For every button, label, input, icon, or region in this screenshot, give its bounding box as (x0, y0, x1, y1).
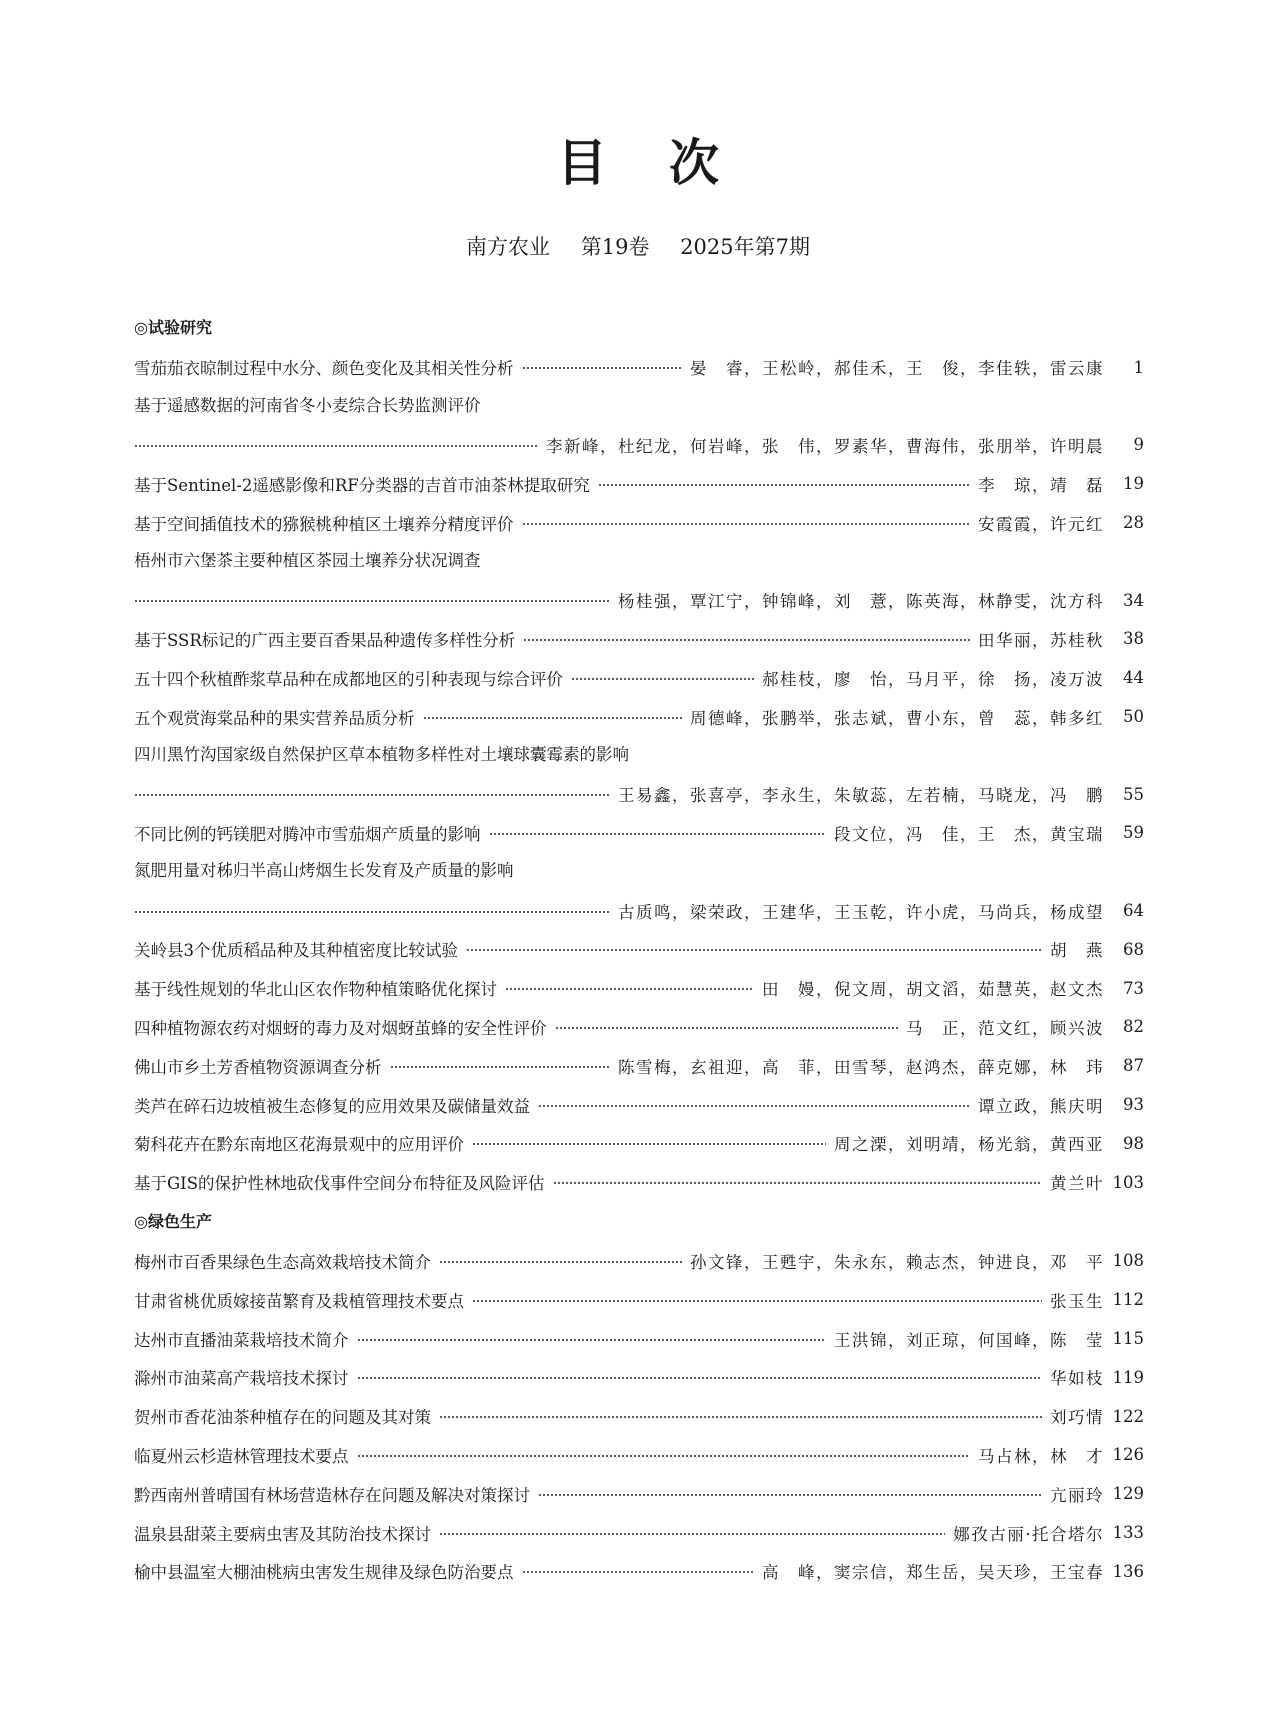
toc-entry[interactable] (134, 1358, 1144, 1397)
article-authors: 郝桂枝，廖 怡，马月平，徐 扬，凌万波 (762, 669, 1104, 689)
toc-entry[interactable] (134, 1280, 1144, 1319)
article-authors: 段文位，冯 佳，王 杰，黄宝瑞 (834, 824, 1104, 844)
article-authors: 田华丽，苏桂秋 (978, 630, 1104, 650)
article-authors: 李新峰，杜纪龙，何岩峰，张 伟，罗素华，曹海伟，张朋举，许明晨 (546, 436, 1104, 456)
toc-entry[interactable] (134, 930, 1144, 969)
page-number: 126 (1112, 1445, 1144, 1465)
toc-entry-continuation[interactable] (134, 426, 1144, 465)
journal-name: 南方农业 (466, 235, 551, 259)
dot-leader (134, 445, 538, 447)
dot-leader (538, 1494, 1042, 1496)
article-authors: 孙文锋，王甦宇，朱永东，赖志杰，钟进良，邓 平 (690, 1252, 1104, 1272)
article-authors: 王洪锦，刘正琼，何国峰，陈 莹 (834, 1330, 1104, 1350)
page-number: 112 (1112, 1290, 1144, 1310)
article-title: 不同比例的钙镁肥对腾冲市雪茄烟产质量的影响 (134, 824, 481, 844)
article-authors: 亢丽玲 (1050, 1485, 1104, 1505)
page-number: 59 (1123, 823, 1144, 843)
article-title: 榆中县温室大棚油桃病虫害发生规律及绿色防治要点 (134, 1563, 514, 1583)
page-number: 129 (1112, 1484, 1144, 1504)
article-title: 梅州市百香果绿色生态高效栽培技术简介 (134, 1252, 431, 1272)
page-number: 103 (1112, 1172, 1144, 1192)
article-authors: 张玉生 (1050, 1291, 1104, 1311)
article-authors: 马 正，范文红，顾兴波 (906, 1018, 1104, 1038)
article-title[interactable]: 四川黑竹沟国家级自然保护区草本植物多样性对土壤球囊霉素的影响 (134, 744, 629, 764)
article-authors: 黄兰叶 (1050, 1174, 1104, 1194)
page-number: 82 (1123, 1017, 1144, 1037)
table-of-contents (134, 308, 1144, 1591)
page-number: 68 (1123, 939, 1144, 959)
page-number: 115 (1112, 1329, 1144, 1349)
toc-entry[interactable] (134, 1474, 1144, 1513)
dot-leader (489, 833, 827, 835)
article-title: 菊科花卉在黔东南地区花海景观中的应用评价 (134, 1135, 464, 1155)
article-authors: 杨桂强，覃江宁，钟锦峰，刘 薏，陈英海，林静雯，沈方科 (618, 592, 1104, 612)
dot-leader (555, 1027, 899, 1029)
article-title[interactable]: 基于遥感数据的河南省冬小麦综合长势监测评价 (134, 395, 481, 415)
page-number: 87 (1123, 1056, 1144, 1076)
toc-entry[interactable] (134, 1085, 1144, 1124)
dot-leader (538, 1105, 970, 1107)
page-number: 93 (1123, 1095, 1144, 1115)
page-number: 73 (1123, 978, 1144, 998)
article-title: 甘肃省桃优质嫁接苗繁育及栽植管理技术要点 (134, 1291, 464, 1311)
page-title: 目次 (557, 134, 781, 192)
article-title: 基于GIS的保护性林地砍伐事件空间分布特征及风险评估 (134, 1174, 545, 1194)
toc-entry[interactable] (134, 1552, 1144, 1591)
dot-leader (357, 1339, 827, 1341)
article-title: 五十四个秋植酢浆草品种在成都地区的引种表现与综合评价 (134, 669, 563, 689)
page-number: 108 (1112, 1251, 1144, 1271)
toc-entry[interactable] (134, 969, 1144, 1008)
toc-entry[interactable] (134, 1124, 1144, 1163)
article-title: 四种植物源农药对烟蚜的毒力及对烟蚜茧蜂的安全性评价 (134, 1018, 547, 1038)
page-number: 19 (1123, 474, 1144, 494)
dot-leader (134, 600, 610, 602)
page-number: 64 (1123, 901, 1144, 921)
article-authors: 谭立政，熊庆明 (978, 1096, 1104, 1116)
article-authors: 陈雪梅，玄祖迎，高 菲，田雪琴，赵鸿杰，薛克娜，林 玮 (618, 1057, 1104, 1077)
toc-entry[interactable] (134, 814, 1144, 853)
page-number: 133 (1112, 1523, 1144, 1542)
article-authors: 王易鑫，张喜亭，李永生，朱敏蕊，左若楠，马晓龙，冯 鹏 (618, 786, 1104, 806)
article-title: 雪茄茄衣晾制过程中水分、颜色变化及其相关性分析 (134, 359, 514, 379)
dot-leader (134, 911, 610, 913)
page-number: 38 (1123, 629, 1144, 649)
article-authors: 华如枝 (1050, 1369, 1104, 1389)
dot-leader (523, 639, 970, 641)
page-number: 50 (1123, 707, 1144, 727)
page-number: 122 (1112, 1406, 1144, 1426)
section-heading: ◎试验研究 (134, 318, 212, 337)
dot-leader (505, 988, 754, 990)
article-title[interactable]: 氮肥用量对秭归半高山烤烟生长发育及产质量的影响 (134, 861, 514, 881)
toc-entry-continuation[interactable] (134, 891, 1144, 930)
article-title: 基于Sentinel-2遥感影像和RF分类器的吉首市油茶林提取研究 (134, 475, 590, 495)
toc-entry[interactable] (134, 1163, 1144, 1202)
page-number: 9 (1133, 435, 1144, 455)
dot-leader (598, 484, 970, 486)
section-heading: ◎绿色生产 (134, 1211, 212, 1231)
article-title: 基于SSR标记的广西主要百香果品种遗传多样性分析 (134, 630, 516, 650)
dot-leader (439, 1416, 1042, 1418)
article-authors: 高 峰，窦宗信，郑生岳，吴天珍，王宝春 (762, 1563, 1104, 1583)
article-authors: 周之溧，刘明靖，杨光翁，黄西亚 (834, 1135, 1104, 1155)
article-title: 类芦在碎石边坡植被生态修复的应用效果及碳储量效益 (134, 1096, 530, 1116)
article-authors: 胡 燕 (1050, 941, 1104, 961)
dot-leader (423, 717, 683, 719)
article-authors: 娜孜古丽·托合塔尔 (953, 1524, 1104, 1544)
toc-entry[interactable] (134, 503, 1144, 542)
article-authors: 安霞霞，许元红 (978, 514, 1104, 534)
toc-entry-continuation[interactable] (134, 581, 1144, 620)
page-number: 119 (1112, 1367, 1144, 1387)
article-authors: 马占林，林 才 (978, 1446, 1104, 1466)
article-title: 佛山市乡土芳香植物资源调查分析 (134, 1057, 382, 1077)
dot-leader (522, 1571, 755, 1573)
journal-issue: 2025年第7期 (680, 235, 810, 259)
dot-leader (439, 1261, 682, 1263)
toc-entry[interactable] (134, 1397, 1144, 1436)
page-number: 136 (1112, 1561, 1144, 1581)
page-number: 44 (1123, 668, 1144, 688)
dot-leader (522, 523, 971, 525)
toc-entry[interactable] (134, 1242, 1144, 1281)
toc-entry[interactable] (134, 1008, 1144, 1047)
toc-entry[interactable] (134, 1513, 1144, 1552)
page-number: 55 (1123, 784, 1144, 804)
article-title[interactable]: 梧州市六堡茶主要种植区茶园土壤养分状况调查 (134, 550, 481, 570)
article-title: 基于空间插值技术的猕猴桃种植区土壤养分精度评价 (134, 514, 514, 534)
article-authors: 李 琼，靖 磊 (978, 475, 1104, 495)
page-number: 98 (1123, 1133, 1144, 1153)
toc-entry[interactable] (134, 697, 1144, 736)
dot-leader (472, 1143, 826, 1145)
toc-entry[interactable] (134, 658, 1144, 697)
page-number: 34 (1123, 590, 1144, 610)
article-title: 五个观赏海棠品种的果实营养品质分析 (134, 708, 415, 728)
toc-entry[interactable] (134, 620, 1144, 659)
dot-leader (522, 367, 683, 369)
dot-leader (466, 949, 1042, 951)
dot-leader (134, 794, 610, 796)
toc-entry[interactable] (134, 348, 1144, 387)
dot-leader (439, 1533, 945, 1535)
article-title: 基于线性规划的华北山区农作物种植策略优化探讨 (134, 980, 497, 1000)
dot-leader (357, 1377, 1043, 1379)
dot-leader (390, 1066, 611, 1068)
dot-leader (553, 1182, 1042, 1184)
dot-leader (571, 678, 754, 680)
toc-entry-continuation[interactable] (134, 775, 1144, 814)
toc-entry[interactable] (134, 1319, 1144, 1358)
journal-volume: 第19卷 (580, 235, 650, 259)
article-title: 贺州市香花油茶种植存在的问题及其对策 (134, 1408, 431, 1428)
article-title: 达州市直播油菜栽培技术简介 (134, 1330, 349, 1350)
article-title: 关岭县3个优质稻品种及其种植密度比较试验 (134, 941, 458, 961)
article-authors: 晏 睿，王松岭，郝佳禾，王 俊，李佳轶，雷云康 (690, 359, 1104, 379)
article-title: 临夏州云杉造林管理技术要点 (134, 1446, 349, 1466)
toc-entry[interactable] (134, 1436, 1144, 1475)
page-number: 28 (1123, 513, 1144, 533)
article-title: 黔西南州普晴国有林场营造林存在问题及解决对策探讨 (134, 1485, 530, 1505)
dot-leader (357, 1455, 971, 1457)
article-authors: 田 嫚，倪文周，胡文滔，茹慧英，赵文杰 (762, 980, 1104, 1000)
article-title: 滁州市油菜高产栽培技术探讨 (134, 1369, 349, 1389)
toc-entry[interactable] (134, 464, 1144, 503)
page-number: 1 (1133, 357, 1144, 377)
dot-leader (472, 1300, 1042, 1302)
article-authors: 刘巧情 (1050, 1408, 1104, 1428)
article-title: 温泉县甜菜主要病虫害及其防治技术探讨 (134, 1524, 431, 1544)
journal-info (0, 232, 1276, 262)
toc-entry[interactable] (134, 1046, 1144, 1085)
article-authors: 周德峰，张鹏举，张志斌，曹小东，曾 蕊，韩多红 (690, 708, 1104, 728)
article-authors: 古质鸣，梁荣政，王建华，王玉乾，许小虎，马尚兵，杨成望 (618, 902, 1104, 922)
